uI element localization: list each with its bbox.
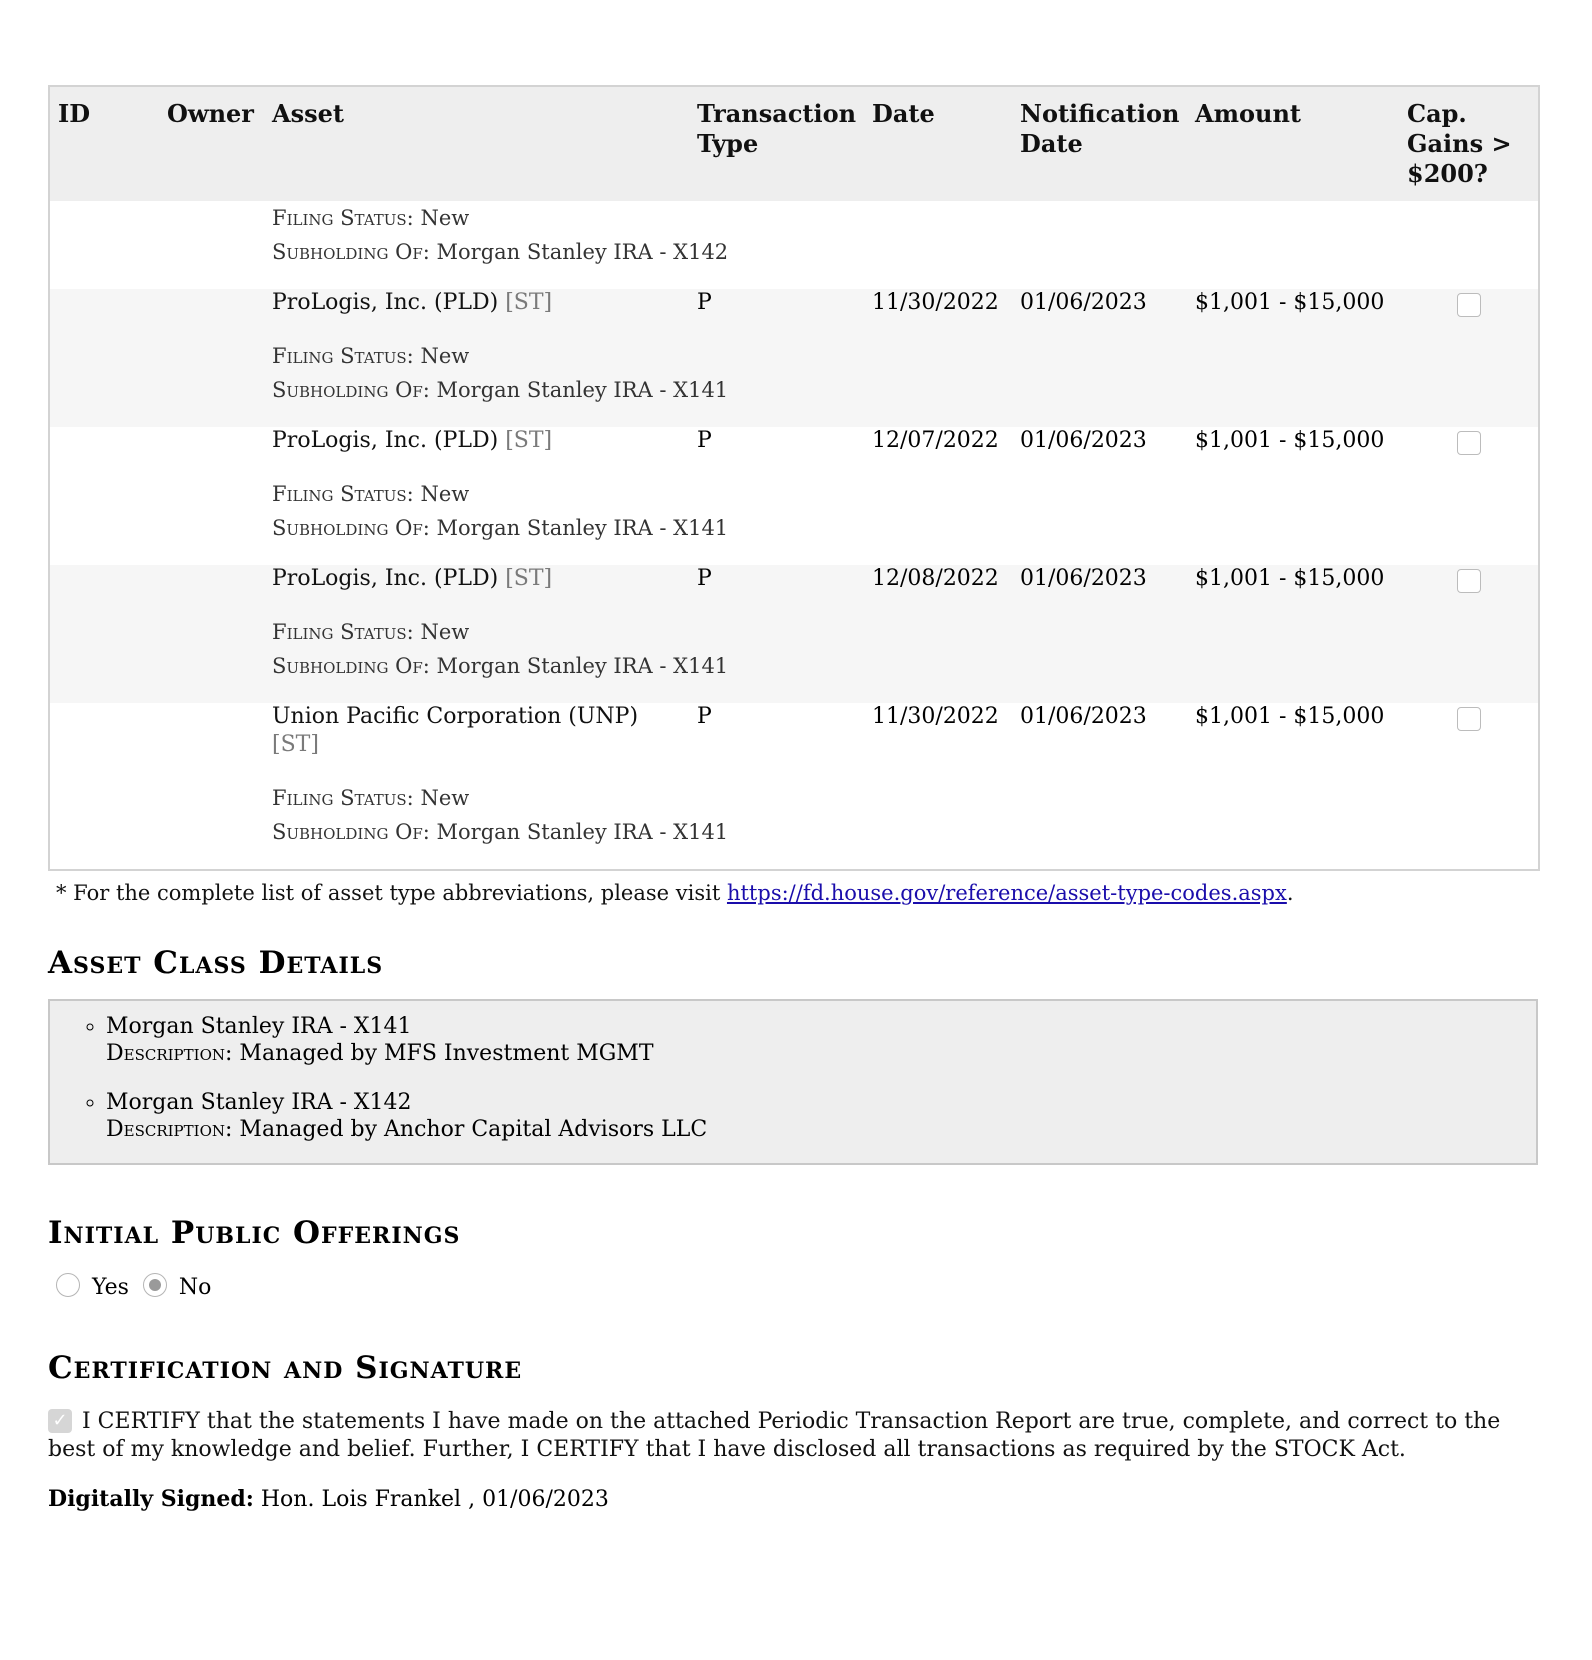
cap-gains-checkbox[interactable]	[1457, 431, 1481, 455]
subholding: Subholding Of: Morgan Stanley IRA - X142	[272, 240, 729, 264]
col-header-transaction-type: Transaction Type	[689, 86, 864, 201]
col-header-id: ID	[49, 86, 159, 201]
ipo-radio-group	[56, 1275, 1538, 1300]
col-header-owner: Owner	[159, 86, 264, 201]
asset-type-code: [ST]	[272, 732, 319, 757]
amount: $1,001 - $15,000	[1195, 704, 1385, 729]
ipo-no-radio[interactable]	[143, 1273, 167, 1297]
col-header-notification-date: Notification Date	[1012, 86, 1187, 201]
subholding: Subholding Of: Morgan Stanley IRA - X141	[272, 654, 729, 678]
certify-checkbox[interactable]: ✓	[48, 1409, 72, 1433]
transaction-type: P	[689, 565, 864, 703]
table-row	[49, 565, 1539, 703]
certification-statement: ✓ I CERTIFY that the statements I have made on the attached Periodic Transaction Report are true, complete, and correct to the best of my knowledge and belief. Further, I CERTIFY that I have disclosed all transactions as required by the STOCK Act.	[48, 1409, 1501, 1462]
asset-type-codes-link[interactable]: https://fd.house.gov/reference/asset-type-codes.aspx	[726, 881, 1287, 905]
report-content	[48, 85, 1538, 1512]
table-header-row	[49, 86, 1539, 201]
transaction-type: P	[697, 428, 712, 453]
notification-date: 01/06/2023	[1020, 704, 1147, 729]
subholding: Subholding Of: Morgan Stanley IRA - X141	[272, 378, 729, 402]
notification-date: 01/06/2023	[1012, 565, 1187, 703]
filing-status: Filing Status: New	[272, 344, 470, 368]
col-header-cap-gains: Cap. Gains > $200?	[1399, 86, 1539, 201]
certification-heading: Certification and Signature	[48, 1350, 523, 1386]
notification-date: 01/06/2023	[1020, 428, 1147, 453]
table-row	[49, 703, 1539, 870]
filing-status: Filing Status: New	[272, 786, 470, 810]
transaction-date: 12/08/2022	[864, 565, 1012, 703]
table-row-continued	[49, 201, 1539, 289]
filing-status: Filing Status: New	[272, 482, 470, 506]
col-header-date: Date	[864, 86, 1012, 201]
subholding: Subholding Of: Morgan Stanley IRA - X141	[272, 516, 729, 540]
ipo-no-label: No	[178, 1275, 212, 1300]
amount: $1,001 - $15,000	[1187, 565, 1399, 703]
ipo-heading: Initial Public Offerings	[48, 1215, 461, 1251]
digital-signature: Digitally Signed: Hon. Lois Frankel , 01/06/2023	[48, 1486, 609, 1512]
asset-class-box	[48, 999, 1538, 1165]
amount: $1,001 - $15,000	[1187, 289, 1399, 427]
subholding: Subholding Of: Morgan Stanley IRA - X141	[272, 820, 729, 844]
amount: $1,001 - $15,000	[1195, 428, 1385, 453]
notification-date: 01/06/2023	[1012, 289, 1187, 427]
col-header-amount: Amount	[1187, 86, 1399, 201]
list-item: ◦ Morgan Stanley IRA - X142 Description: Managed by Anchor Capital Advisors LLC	[106, 1089, 1536, 1143]
col-header-asset: Asset	[264, 86, 689, 201]
ipo-yes-radio[interactable]	[56, 1273, 80, 1297]
transactions-table	[48, 85, 1540, 871]
transaction-type: P	[689, 289, 864, 427]
cap-gains-checkbox[interactable]	[1457, 707, 1481, 731]
asset-name: ProLogis, Inc. (PLD)	[272, 428, 499, 453]
ipo-yes-label: Yes	[92, 1275, 129, 1300]
asset-type-footnote: * For the complete list of asset type abbreviations, please visit https://fd.house.gov/reference/asset-type-codes.aspx.	[56, 881, 1294, 905]
transaction-type: P	[697, 704, 712, 729]
cap-gains-checkbox[interactable]	[1457, 569, 1481, 593]
asset-name: Union Pacific Corporation (UNP)	[272, 704, 639, 729]
transaction-date: 12/07/2022	[872, 428, 999, 453]
asset-type-code: [ST]	[505, 290, 553, 315]
table-row	[49, 427, 1539, 565]
asset-name: ProLogis, Inc. (PLD)	[272, 290, 499, 315]
list-item: ◦ Morgan Stanley IRA - X141 Description: Managed by MFS Investment MGMT	[106, 1013, 1536, 1067]
asset-name: ProLogis, Inc. (PLD)	[272, 566, 499, 591]
cap-gains-checkbox[interactable]	[1457, 293, 1481, 317]
asset-type-code: [ST]	[505, 428, 553, 453]
table-row	[49, 289, 1539, 427]
transaction-date: 11/30/2022	[872, 704, 999, 729]
asset-type-code: [ST]	[505, 566, 553, 591]
transaction-date: 11/30/2022	[864, 289, 1012, 427]
asset-class-list	[50, 1013, 1536, 1143]
asset-class-heading: Asset Class Details	[48, 945, 384, 981]
filing-status: Filing Status: New	[272, 620, 470, 644]
filing-status: Filing Status: New	[272, 206, 470, 230]
